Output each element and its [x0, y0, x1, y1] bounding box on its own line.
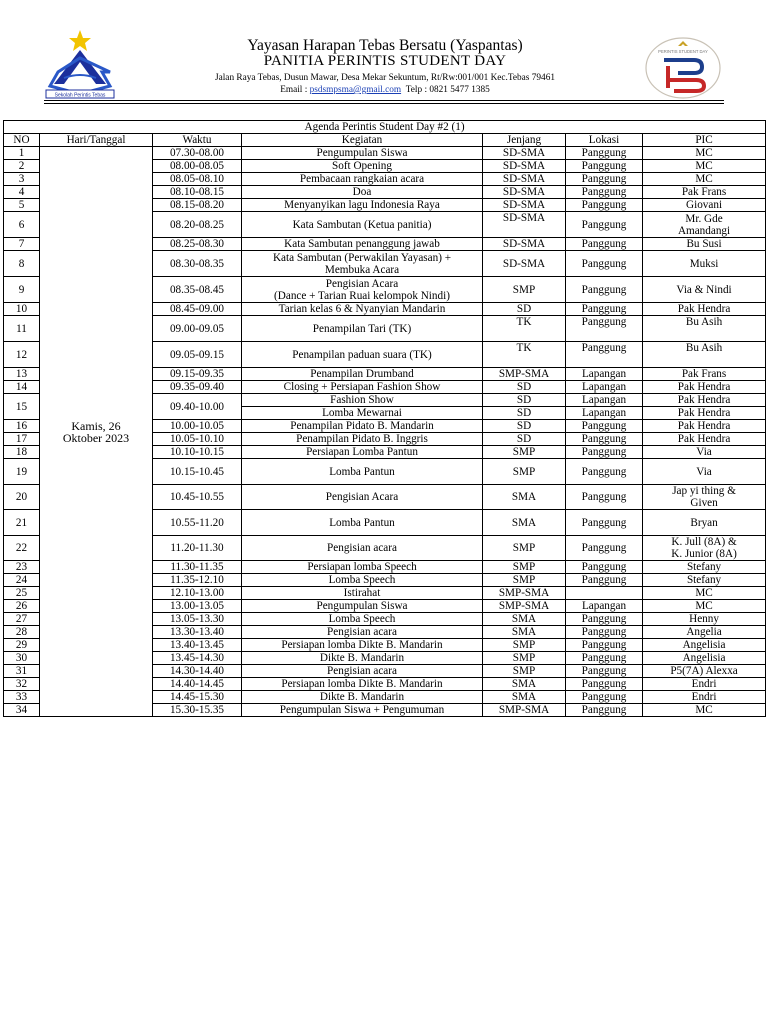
level-cell: SMP	[483, 639, 566, 652]
level-cell: SD	[483, 303, 566, 316]
pic-cell: MC	[643, 160, 766, 173]
row-number: 32	[4, 678, 40, 691]
row-number: 14	[4, 381, 40, 394]
location-cell: Panggung	[566, 639, 643, 652]
row-number: 33	[4, 691, 40, 704]
activity-cell	[242, 251, 483, 277]
pic-cell: Angelia	[643, 626, 766, 639]
row-number: 1	[4, 147, 40, 160]
location-cell: Panggung	[566, 342, 643, 368]
time-cell: 08.20-08.25	[153, 212, 242, 238]
row-number: 30	[4, 652, 40, 665]
pic-cell: MC	[643, 704, 766, 717]
time-cell: 11.35-12.10	[153, 574, 242, 587]
location-cell: Panggung	[566, 626, 643, 639]
pic-cell-line: Amandangi	[677, 224, 731, 237]
activity-cell: Dikte B. Mandarin	[242, 691, 483, 704]
time-cell: 13.05-13.30	[153, 613, 242, 626]
row-number: 27	[4, 613, 40, 626]
activity-cell	[242, 277, 483, 303]
row-number: 26	[4, 600, 40, 613]
activity-cell: Tarian kelas 6 & Nyanyian Mandarin	[242, 303, 483, 316]
level-cell: SD	[483, 433, 566, 446]
pic-cell: Via & Nindi	[643, 277, 766, 303]
time-cell: 10.10-10.15	[153, 446, 242, 459]
level-cell: SMP	[483, 446, 566, 459]
level-cell: SMA	[483, 678, 566, 691]
level-cell: SD-SMA	[483, 147, 566, 160]
row-number: 29	[4, 639, 40, 652]
pic-cell: Pak Hendra	[643, 407, 766, 420]
location-cell: Panggung	[566, 251, 643, 277]
row-number: 21	[4, 510, 40, 536]
row-number: 31	[4, 665, 40, 678]
org-name: Yayasan Harapan Tebas Bersatu (Yaspantas)	[247, 37, 523, 54]
location-cell: Panggung	[566, 238, 643, 251]
activity-cell: Pengumpulan Siswa	[242, 147, 483, 160]
activity-cell: Dikte B. Mandarin	[242, 652, 483, 665]
time-cell: 09.15-09.35	[153, 368, 242, 381]
row-number: 9	[4, 277, 40, 303]
committee-name: PANITIA PERINTIS STUDENT DAY	[263, 53, 507, 69]
pic-cell: MC	[643, 173, 766, 186]
level-cell: SD-SMA	[483, 251, 566, 277]
location-cell: Panggung	[566, 160, 643, 173]
location-cell	[566, 587, 643, 600]
level-cell: TK	[483, 342, 566, 368]
row-number: 11	[4, 316, 40, 342]
row-number: 34	[4, 704, 40, 717]
pic-cell-line: Given	[690, 497, 718, 509]
level-cell: SD-SMA	[483, 238, 566, 251]
activity-cell: Menyanyikan lagu Indonesia Raya	[242, 199, 483, 212]
location-cell: Panggung	[566, 691, 643, 704]
activity-cell-line: (Dance + Tarian Ruai kelompok Nindi)	[274, 289, 450, 302]
pic-cell: Muksi	[643, 251, 766, 277]
row-number: 7	[4, 238, 40, 251]
pic-cell: Henny	[643, 613, 766, 626]
pic-cell	[643, 485, 766, 510]
level-cell: SMP	[483, 536, 566, 561]
pic-cell: Pak Hendra	[643, 420, 766, 433]
pic-cell: Pak Frans	[643, 186, 766, 199]
activity-cell: Pengisian Acara	[242, 485, 483, 510]
activity-cell: Pengumpulan Siswa + Pengumuman	[242, 704, 483, 717]
header-divider	[44, 100, 724, 101]
time-cell: 09.35-09.40	[153, 381, 242, 394]
row-number: 15	[4, 394, 40, 420]
agenda-table	[3, 120, 766, 717]
location-cell: Lapangan	[566, 407, 643, 420]
school-logo-text: Sekolah Perintis Tebas	[54, 92, 106, 99]
row-number: 4	[4, 186, 40, 199]
level-cell: SD	[483, 420, 566, 433]
activity-cell: Kata Sambutan penanggung jawab	[242, 238, 483, 251]
location-cell: Panggung	[566, 536, 643, 561]
pic-cell: Pak Hendra	[643, 433, 766, 446]
location-cell: Lapangan	[566, 381, 643, 394]
activity-cell: Fashion Show	[242, 394, 483, 407]
phone: Telp : 0821 5477 1385	[405, 85, 490, 95]
location-cell: Lapangan	[566, 600, 643, 613]
pic-cell: Via	[643, 459, 766, 485]
column-header: Hari/Tanggal	[40, 134, 153, 147]
activity-cell: Lomba Pantun	[242, 459, 483, 485]
pic-cell-line: K. Junior (8A)	[671, 548, 737, 560]
row-number: 17	[4, 433, 40, 446]
activity-cell: Persiapan Lomba Pantun	[242, 446, 483, 459]
row-number: 8	[4, 251, 40, 277]
event-logo	[644, 36, 722, 100]
row-number: 3	[4, 173, 40, 186]
event-logo-text: PERINTIS STUDENT DAY	[658, 49, 708, 54]
location-cell: Panggung	[566, 316, 643, 342]
level-cell: SMA	[483, 485, 566, 510]
row-number: 25	[4, 587, 40, 600]
location-cell: Panggung	[566, 212, 643, 238]
pic-cell: P5(7A) Alexxa	[643, 665, 766, 678]
pic-cell: Endri	[643, 678, 766, 691]
location-cell: Panggung	[566, 186, 643, 199]
time-cell: 08.30-08.35	[153, 251, 242, 277]
location-cell: Panggung	[566, 613, 643, 626]
time-cell: 08.05-08.10	[153, 173, 242, 186]
activity-cell: Penampilan Drumband	[242, 368, 483, 381]
row-number: 13	[4, 368, 40, 381]
row-number: 10	[4, 303, 40, 316]
activity-cell: Kata Sambutan (Ketua panitia)	[242, 212, 483, 238]
activity-cell: Lomba Speech	[242, 574, 483, 587]
level-cell: TK	[483, 316, 566, 342]
level-cell: SD-SMA	[483, 160, 566, 173]
activity-cell: Penampilan paduan suara (TK)	[242, 342, 483, 368]
activity-cell: Persiapan lomba Speech	[242, 561, 483, 574]
time-cell: 09.05-09.15	[153, 342, 242, 368]
pic-cell: Pak Hendra	[643, 394, 766, 407]
pic-cell: MC	[643, 600, 766, 613]
level-cell: SD-SMA	[483, 173, 566, 186]
activity-cell: Persiapan lomba Dikte B. Mandarin	[242, 639, 483, 652]
time-cell: 07.30-08.00	[153, 147, 242, 160]
time-cell: 12.10-13.00	[153, 587, 242, 600]
level-cell: SD	[483, 407, 566, 420]
level-cell: SMP	[483, 561, 566, 574]
location-cell: Panggung	[566, 420, 643, 433]
row-number: 20	[4, 485, 40, 510]
agenda-body	[4, 147, 766, 717]
pic-cell: Stefany	[643, 561, 766, 574]
time-cell: 13.45-14.30	[153, 652, 242, 665]
pic-cell-line: Jap yi thing &	[672, 485, 736, 497]
email-link[interactable]: psdsmpsma@gmail.com	[309, 85, 402, 95]
activity-cell: Penampilan Tari (TK)	[242, 316, 483, 342]
location-cell: Panggung	[566, 199, 643, 212]
level-cell: SMP-SMA	[483, 600, 566, 613]
location-cell: Lapangan	[566, 394, 643, 407]
level-cell: SD-SMA	[483, 186, 566, 199]
time-cell: 10.55-11.20	[153, 510, 242, 536]
column-header: PIC	[643, 134, 766, 147]
pic-cell: Pak Hendra	[643, 381, 766, 394]
location-cell: Panggung	[566, 510, 643, 536]
activity-cell: Penampilan Pidato B. Inggris	[242, 433, 483, 446]
activity-cell: Pengisian acara	[242, 665, 483, 678]
location-cell: Panggung	[566, 277, 643, 303]
location-cell: Panggung	[566, 704, 643, 717]
level-cell: SMP	[483, 277, 566, 303]
row-number: 12	[4, 342, 40, 368]
location-cell: Panggung	[566, 652, 643, 665]
row-number: 19	[4, 459, 40, 485]
location-cell: Lapangan	[566, 368, 643, 381]
row-number: 22	[4, 536, 40, 561]
location-cell: Panggung	[566, 459, 643, 485]
pic-cell	[643, 536, 766, 561]
location-cell: Panggung	[566, 303, 643, 316]
activity-cell: Lomba Mewarnai	[242, 407, 483, 420]
time-cell: 13.30-13.40	[153, 626, 242, 639]
activity-cell: Istirahat	[242, 587, 483, 600]
pic-cell-line: Mr. Gde	[685, 212, 723, 225]
pic-cell-line: K. Jull (8A) &	[671, 536, 737, 548]
time-cell: 10.00-10.05	[153, 420, 242, 433]
time-cell: 08.45-09.00	[153, 303, 242, 316]
day-date-cell	[40, 147, 153, 717]
activity-cell: Pengumpulan Siswa	[242, 600, 483, 613]
activity-cell: Persiapan lomba Dikte B. Mandarin	[242, 678, 483, 691]
column-header: Kegiatan	[242, 134, 483, 147]
location-cell: Panggung	[566, 446, 643, 459]
time-cell: 14.45-15.30	[153, 691, 242, 704]
location-cell: Panggung	[566, 485, 643, 510]
pic-cell: Endri	[643, 691, 766, 704]
activity-cell-line: Pengisian Acara	[325, 277, 399, 290]
level-cell: SMA	[483, 510, 566, 536]
pic-cell: Giovani	[643, 199, 766, 212]
activity-cell: Pembacaan rangkaian acara	[242, 173, 483, 186]
pic-cell: Bryan	[643, 510, 766, 536]
pic-cell	[643, 212, 766, 238]
level-cell: SD-SMA	[483, 199, 566, 212]
level-cell: SMA	[483, 613, 566, 626]
table-row	[4, 147, 766, 160]
location-cell: Panggung	[566, 433, 643, 446]
level-cell: SMA	[483, 691, 566, 704]
pic-cell: MC	[643, 147, 766, 160]
time-cell: 15.30-15.35	[153, 704, 242, 717]
header-divider	[44, 103, 724, 104]
row-number: 23	[4, 561, 40, 574]
day-name: Kamis, 26	[71, 418, 121, 433]
time-cell: 11.20-11.30	[153, 536, 242, 561]
row-number: 16	[4, 420, 40, 433]
time-cell: 08.35-08.45	[153, 277, 242, 303]
time-cell: 09.00-09.05	[153, 316, 242, 342]
column-header: Waktu	[153, 134, 242, 147]
activity-cell: Pengisian acara	[242, 626, 483, 639]
time-cell: 14.40-14.45	[153, 678, 242, 691]
pic-cell: Pak Hendra	[643, 303, 766, 316]
pic-cell: MC	[643, 587, 766, 600]
letterhead	[0, 0, 768, 110]
column-header: NO	[4, 134, 40, 147]
activity-cell: Soft Opening	[242, 160, 483, 173]
address: Jalan Raya Tebas, Dusun Mawar, Desa Mekar Sekuntum, Rt/Rw:001/001 Kec.Tebas 79461	[214, 73, 555, 83]
pic-cell: Angelisia	[643, 639, 766, 652]
location-cell: Panggung	[566, 173, 643, 186]
pic-cell: Via	[643, 446, 766, 459]
table-title: Agenda Perintis Student Day #2 (1)	[4, 121, 766, 134]
time-cell: 13.00-13.05	[153, 600, 242, 613]
pic-cell: Stefany	[643, 574, 766, 587]
email-label: Email :	[280, 85, 310, 95]
level-cell: SD-SMA	[483, 212, 566, 238]
level-cell: SMP	[483, 665, 566, 678]
row-number: 2	[4, 160, 40, 173]
row-number: 6	[4, 212, 40, 238]
location-cell: Panggung	[566, 678, 643, 691]
location-cell: Panggung	[566, 561, 643, 574]
time-cell: 08.00-08.05	[153, 160, 242, 173]
level-cell: SMP-SMA	[483, 368, 566, 381]
time-cell: 11.30-11.35	[153, 561, 242, 574]
level-cell: SD	[483, 394, 566, 407]
time-cell: 10.15-10.45	[153, 459, 242, 485]
activity-cell: Doa	[242, 186, 483, 199]
row-number: 18	[4, 446, 40, 459]
pic-cell: Bu Asih	[643, 316, 766, 342]
time-cell: 13.40-13.45	[153, 639, 242, 652]
level-cell: SMP	[483, 652, 566, 665]
contact-line	[160, 85, 610, 95]
time-cell: 14.30-14.40	[153, 665, 242, 678]
level-cell: SMP-SMA	[483, 587, 566, 600]
time-cell: 08.15-08.20	[153, 199, 242, 212]
level-cell: SMP	[483, 459, 566, 485]
time-cell: 10.45-10.55	[153, 485, 242, 510]
activity-cell: Lomba Speech	[242, 613, 483, 626]
activity-cell: Closing + Persiapan Fashion Show	[242, 381, 483, 394]
level-cell: SMP-SMA	[483, 704, 566, 717]
activity-cell-line: Membuka Acara	[324, 263, 400, 276]
school-logo	[40, 28, 120, 100]
column-header: Lokasi	[566, 134, 643, 147]
level-cell: SMA	[483, 626, 566, 639]
pic-cell: Angelisia	[643, 652, 766, 665]
location-cell: Panggung	[566, 574, 643, 587]
time-cell: 10.05-10.10	[153, 433, 242, 446]
date: Oktober 2023	[62, 430, 130, 445]
row-number: 24	[4, 574, 40, 587]
row-number: 28	[4, 626, 40, 639]
pic-cell: Pak Frans	[643, 368, 766, 381]
table-header	[4, 134, 766, 147]
time-cell: 09.40-10.00	[153, 394, 242, 420]
pic-cell: Bu Asih	[643, 342, 766, 368]
activity-cell: Penampilan Pidato B. Mandarin	[242, 420, 483, 433]
row-number: 5	[4, 199, 40, 212]
location-cell: Panggung	[566, 147, 643, 160]
pic-cell: Bu Susi	[643, 238, 766, 251]
activity-cell: Lomba Pantun	[242, 510, 483, 536]
level-cell: SMP	[483, 574, 566, 587]
column-header: Jenjang	[483, 134, 566, 147]
time-cell: 08.25-08.30	[153, 238, 242, 251]
level-cell: SD	[483, 381, 566, 394]
location-cell: Panggung	[566, 665, 643, 678]
activity-cell: Pengisian acara	[242, 536, 483, 561]
time-cell: 08.10-08.15	[153, 186, 242, 199]
activity-cell-line: Kata Sambutan (Perwakilan Yayasan) +	[272, 251, 452, 264]
